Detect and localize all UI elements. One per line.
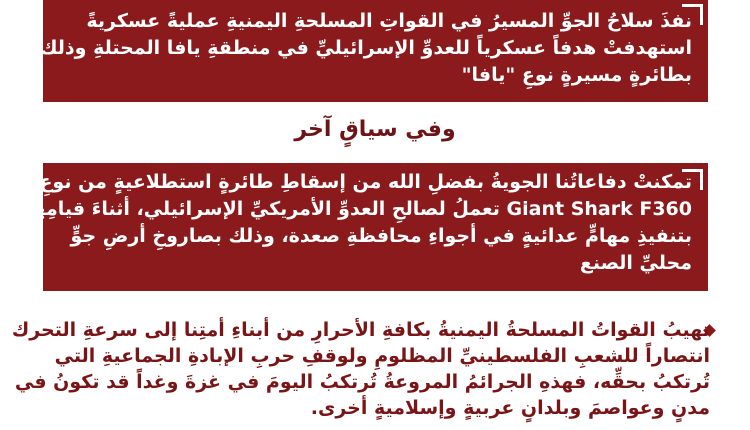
- appeal-line-2: انتصاراً للشعبِ الفلسطينيِّ المظلومِ ولوقفِ حربِ الإبادةِ الجماعيةِ التي: [54, 345, 710, 367]
- appeal-paragraph: [11, 317, 710, 421]
- statement-box-1: [40, 0, 708, 102]
- appeal-line-1: تهيبُ القواتُ المسلحةُ اليمنيةُ بكافةِ الأحرارِ من أبناءِ أمتِنا إلى سرعةِ التحرك: [11, 319, 710, 341]
- statement-1-line-3: بطائرةٍ مسيرةٍ نوعِ "يافا": [461, 64, 692, 86]
- statement-box-2: [26, 163, 708, 291]
- statement-2-line-3: بتنفيذِ مهامٍّ عدائيةٍ في أجواءِ محافظةِ صعدة، وذلك بصاروخِ أرضِ جوٍّ: [70, 225, 692, 247]
- statement-1-line-2: استهدفتْ هدفاً عسكرياً للعدوِّ الإسرائيليِّ في منطقةِ يافا المحتلةِ وذلك: [40, 37, 692, 59]
- statement-2-line-2-text: تعملُ لصالحِ العدوِّ الأمريكيِّ الإسرائيلي، أثناءَ قيامِها: [26, 198, 500, 220]
- section-heading: وفي سياقٍ آخر: [294, 117, 456, 142]
- statement-1-line-1: نفذَ سلاحُ الجوِّ المسيرُ في القواتِ المسلحةِ اليمنيةِ عمليةً عسكريةً: [86, 10, 692, 32]
- statement-2-line-2: [26, 196, 692, 223]
- corner-bracket-decoration: [682, 169, 703, 190]
- aircraft-model-code: Giant Shark F360: [506, 198, 692, 220]
- appeal-line-3: تُرتكبُ بحقِّه، فهذهِ الجرائمُ المروعةُ تُرتكبُ اليومَ في غزةَ وغداً قد تكونُ في: [14, 371, 710, 393]
- statement-2-line-4: محليِّ الصنع: [579, 252, 692, 274]
- statement-2-line-1: تمكنتْ دفاعاتُنا الجويةُ بفضلِ الله من إسقاطِ طائرةٍ استطلاعيةٍ من نوعِ: [39, 171, 692, 193]
- appeal-line-4: مدنٍ وعواصمَ وبلدانٍ عربيةٍ وإسلاميةٍ أخرى.: [310, 397, 710, 419]
- corner-bracket-decoration: [682, 4, 703, 25]
